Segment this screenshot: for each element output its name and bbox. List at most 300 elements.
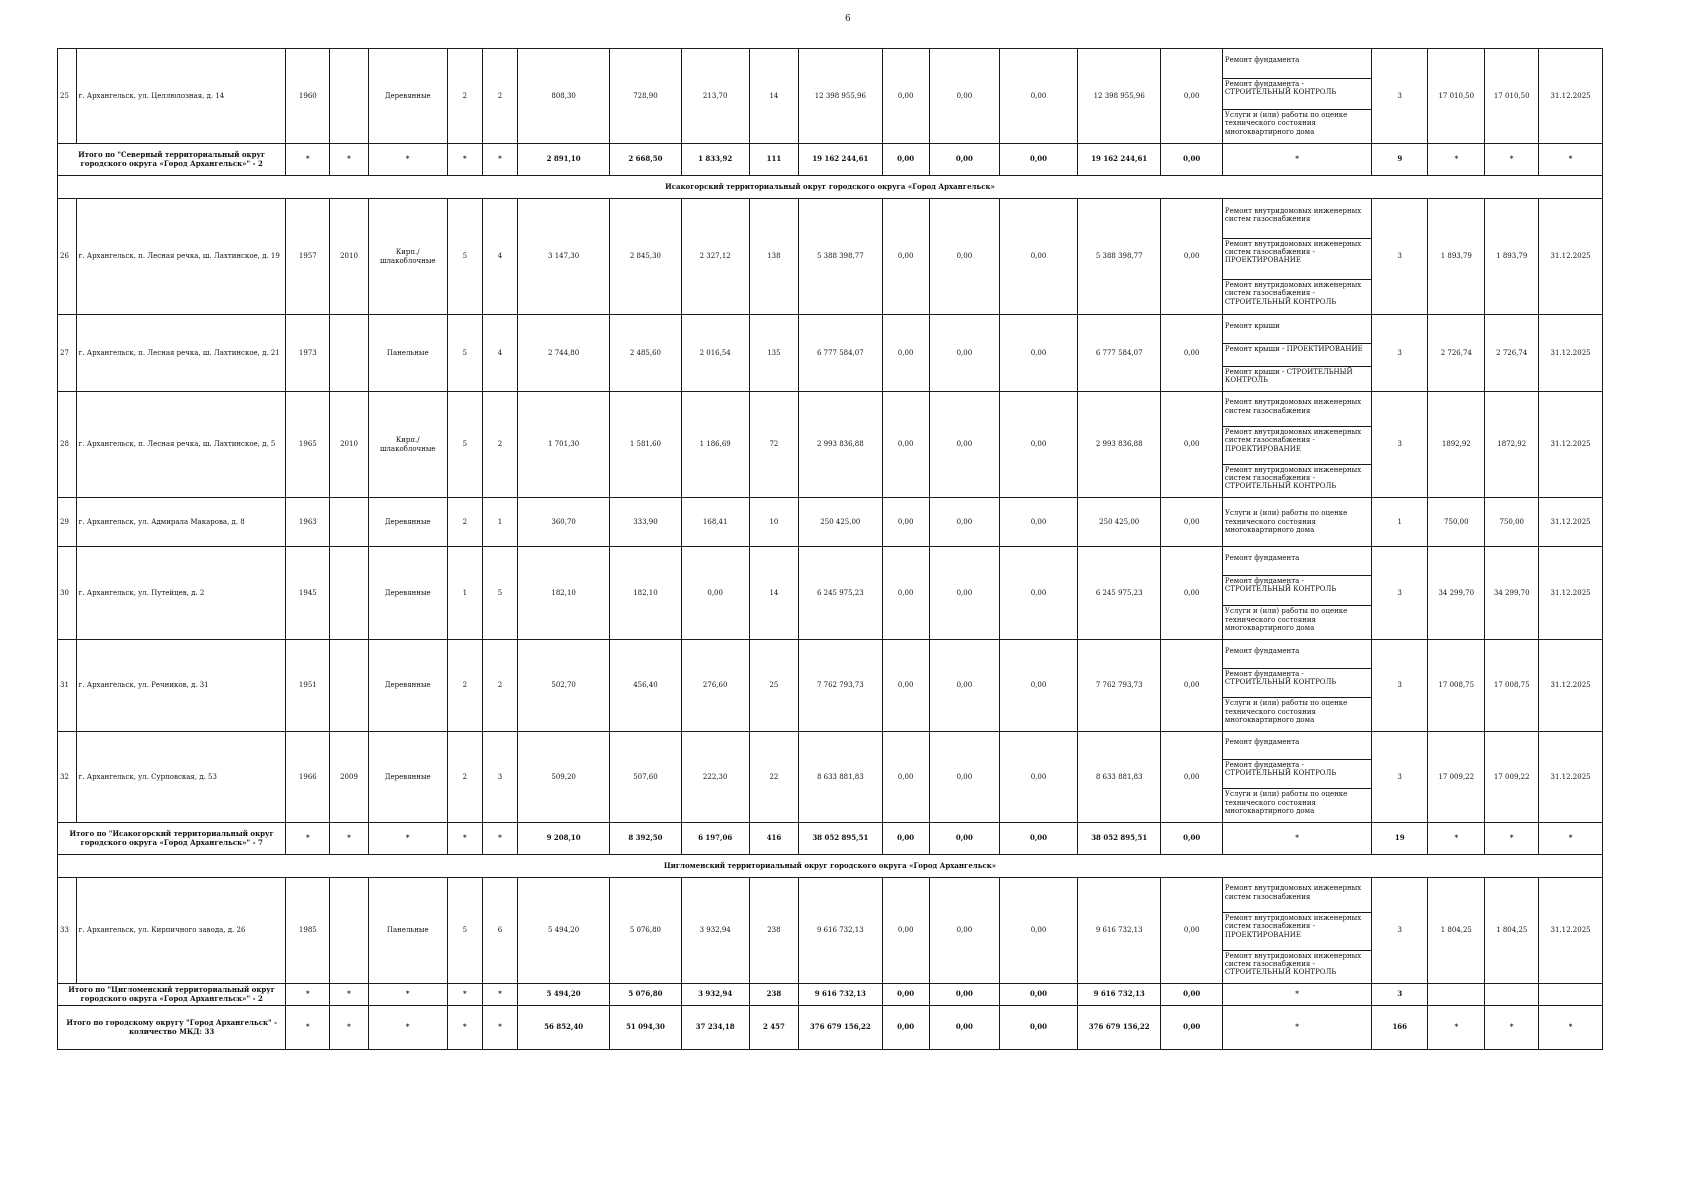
fund-owners: 5 388 398,77 xyxy=(1077,199,1160,315)
work-count: 3 xyxy=(1372,640,1428,732)
row-number: 27 xyxy=(58,315,77,392)
works-list xyxy=(1222,547,1371,640)
deadline: 31.12.2025 xyxy=(1539,547,1603,640)
total-unit-cost xyxy=(1428,984,1485,1006)
unit-cost: 2 726,74 xyxy=(1428,315,1485,392)
limit-cost: 17 010,50 xyxy=(1485,49,1539,144)
total-limit-cost xyxy=(1485,984,1539,1006)
total-cost-total: 38 052 895,51 xyxy=(799,823,882,855)
works-stack xyxy=(1223,548,1371,639)
residents: 72 xyxy=(749,392,798,498)
work-item: Услуги и (или) работы по оценке технического состояния многоквартирного дома xyxy=(1224,509,1348,535)
work-item: Ремонт фундамента xyxy=(1224,56,1300,64)
total-entrances: * xyxy=(482,984,517,1006)
row-number: 30 xyxy=(58,547,77,640)
house-address: г. Архангельск, п. Лесная речка, ш. Лахтинское, д. 21 xyxy=(76,315,286,392)
area-private: 213,70 xyxy=(681,49,749,144)
row-number: 25 xyxy=(58,49,77,144)
table-row xyxy=(58,392,1603,498)
fund-mun: 0,00 xyxy=(1000,732,1078,823)
area-living: 507,60 xyxy=(610,732,681,823)
area-private: 222,30 xyxy=(681,732,749,823)
fund-fed: 0,00 xyxy=(882,498,929,547)
table-row xyxy=(58,547,1603,640)
deadline: 31.12.2025 xyxy=(1539,392,1603,498)
work-count: 3 xyxy=(1372,392,1428,498)
page-number: 6 xyxy=(845,14,851,24)
work-count: 3 xyxy=(1372,732,1428,823)
total-residents: 111 xyxy=(749,144,798,176)
total-fund-fed: 0,00 xyxy=(882,984,929,1006)
total-fund-reg: 0,00 xyxy=(929,823,999,855)
floors: 2 xyxy=(447,49,482,144)
walls: Деревянные xyxy=(368,732,447,823)
residents: 14 xyxy=(749,49,798,144)
fund-other: 0,00 xyxy=(1161,732,1222,823)
work-item: Ремонт фундамента xyxy=(1224,553,1300,562)
fund-owners: 8 633 881,83 xyxy=(1077,732,1160,823)
table-row xyxy=(58,498,1603,547)
house-address: г. Архангельск, ул. Речников, д. 31 xyxy=(76,640,286,732)
total-label: Итого по "Северный территориальный округ городского округа «Город Архангельск»" - 2 xyxy=(58,144,286,176)
walls: Деревянные xyxy=(368,547,447,640)
total-year-built: * xyxy=(286,823,330,855)
fund-mun: 0,00 xyxy=(1000,498,1078,547)
work-item: Услуги и (или) работы по оценке технического состояния многоквартирного дома xyxy=(1223,605,1371,633)
unit-cost: 1 893,79 xyxy=(1428,199,1485,315)
work-item: Ремонт внутридомовых инженерных систем газоснабжения - ПРОЕКТИРОВАНИЕ xyxy=(1223,912,1371,940)
works-stack xyxy=(1223,641,1371,731)
total-residents: 2 457 xyxy=(749,1006,798,1050)
walls: Деревянные xyxy=(368,640,447,732)
fund-fed: 0,00 xyxy=(882,640,929,732)
floors: 2 xyxy=(447,498,482,547)
total-fund-other: 0,00 xyxy=(1161,823,1222,855)
fund-owners: 9 616 732,13 xyxy=(1077,878,1160,984)
cost-total: 2 993 836,88 xyxy=(799,392,882,498)
total-work-count: 3 xyxy=(1372,984,1428,1006)
work-count: 1 xyxy=(1372,498,1428,547)
total-area-total: 9 208,10 xyxy=(518,823,610,855)
works-stack xyxy=(1223,50,1371,143)
total-works: * xyxy=(1222,984,1371,1006)
works-list xyxy=(1222,878,1371,984)
section-title: Исакогорский территориальный округ городского округа «Город Архангельск» xyxy=(58,176,1603,199)
table-row xyxy=(58,732,1603,823)
capital-repair-table xyxy=(57,48,1603,1050)
walls: Панельные xyxy=(368,315,447,392)
row-number: 26 xyxy=(58,199,77,315)
total-walls: * xyxy=(368,984,447,1006)
house-address: г. Архангельск, п. Лесная речка, ш. Лахтинское, д. 5 xyxy=(76,392,286,498)
year-built: 1957 xyxy=(286,199,330,315)
limit-cost: 2 726,74 xyxy=(1485,315,1539,392)
total-fund-mun: 0,00 xyxy=(1000,144,1078,176)
area-private: 0,00 xyxy=(681,547,749,640)
year-built: 1966 xyxy=(286,732,330,823)
entrances: 3 xyxy=(482,732,517,823)
total-area-private: 1 833,92 xyxy=(681,144,749,176)
total-year-renov: * xyxy=(330,1006,368,1050)
row-number: 32 xyxy=(58,732,77,823)
total-floors: * xyxy=(447,144,482,176)
fund-other: 0,00 xyxy=(1161,49,1222,144)
limit-cost: 17 008,75 xyxy=(1485,640,1539,732)
area-total: 502,70 xyxy=(518,640,610,732)
works-list xyxy=(1222,498,1371,547)
fund-fed: 0,00 xyxy=(882,392,929,498)
section-title: Цигломенский территориальный округ городского округа «Город Архангельск» xyxy=(58,855,1603,878)
residents: 22 xyxy=(749,732,798,823)
house-address: г. Архангельск, ул. Путейцев, д. 2 xyxy=(76,547,286,640)
total-entrances: * xyxy=(482,823,517,855)
walls: Деревянные xyxy=(368,49,447,144)
cost-total: 9 616 732,13 xyxy=(799,878,882,984)
fund-mun: 0,00 xyxy=(1000,392,1078,498)
work-item: Ремонт внутридомовых инженерных систем газоснабжения xyxy=(1224,884,1362,901)
fund-reg: 0,00 xyxy=(929,640,999,732)
total-area-living: 2 668,50 xyxy=(610,144,681,176)
total-year-renov: * xyxy=(330,984,368,1006)
fund-fed: 0,00 xyxy=(882,49,929,144)
work-item: Ремонт внутридомовых инженерных систем газоснабжения xyxy=(1224,206,1362,224)
year-renov: 2010 xyxy=(330,199,368,315)
total-area-private: 6 197,06 xyxy=(681,823,749,855)
fund-other: 0,00 xyxy=(1161,878,1222,984)
year-built: 1945 xyxy=(286,547,330,640)
fund-reg: 0,00 xyxy=(929,392,999,498)
year-built: 1951 xyxy=(286,640,330,732)
unit-cost: 17 009,22 xyxy=(1428,732,1485,823)
total-fund-other: 0,00 xyxy=(1161,1006,1222,1050)
total-area-total: 2 891,10 xyxy=(518,144,610,176)
fund-reg: 0,00 xyxy=(929,878,999,984)
entrances: 2 xyxy=(482,640,517,732)
cost-total: 6 245 975,23 xyxy=(799,547,882,640)
area-living: 5 076,80 xyxy=(610,878,681,984)
work-count: 3 xyxy=(1372,878,1428,984)
entrances: 6 xyxy=(482,878,517,984)
total-works: * xyxy=(1222,144,1371,176)
total-row xyxy=(58,1006,1603,1050)
total-work-count: 9 xyxy=(1372,144,1428,176)
year-built: 1960 xyxy=(286,49,330,144)
unit-cost: 17 010,50 xyxy=(1428,49,1485,144)
total-residents: 238 xyxy=(749,984,798,1006)
fund-reg: 0,00 xyxy=(929,315,999,392)
floors: 5 xyxy=(447,199,482,315)
works-list xyxy=(1222,640,1371,732)
walls: Кирп./шлакоблочные xyxy=(368,199,447,315)
cost-total: 8 633 881,83 xyxy=(799,732,882,823)
walls: Деревянные xyxy=(368,498,447,547)
total-floors: * xyxy=(447,823,482,855)
year-built: 1973 xyxy=(286,315,330,392)
works-stack xyxy=(1223,316,1371,391)
fund-owners: 7 762 793,73 xyxy=(1077,640,1160,732)
year-renov: 2009 xyxy=(330,732,368,823)
area-private: 168,41 xyxy=(681,498,749,547)
table-row xyxy=(58,49,1603,144)
total-label: Итого по "Исакогорский территориальный округ городского округа «Город Архангельск»" - 7 xyxy=(58,823,286,855)
house-address: г. Архангельск, ул. Кирпичного завода, д. 26 xyxy=(76,878,286,984)
total-deadline: * xyxy=(1539,1006,1603,1050)
area-total: 2 744,80 xyxy=(518,315,610,392)
house-address: г. Архангельск, ул. Адмирала Макарова, д. 8 xyxy=(76,498,286,547)
deadline: 31.12.2025 xyxy=(1539,878,1603,984)
total-fund-mun: 0,00 xyxy=(1000,984,1078,1006)
year-built: 1963 xyxy=(286,498,330,547)
residents: 10 xyxy=(749,498,798,547)
limit-cost: 1 804,25 xyxy=(1485,878,1539,984)
cost-total: 7 762 793,73 xyxy=(799,640,882,732)
total-unit-cost: * xyxy=(1428,144,1485,176)
total-area-total: 5 494,20 xyxy=(518,984,610,1006)
works-stack xyxy=(1223,733,1371,822)
total-cost-total: 19 162 244,61 xyxy=(799,144,882,176)
total-year-built: * xyxy=(286,144,330,176)
area-total: 182,10 xyxy=(518,547,610,640)
limit-cost: 34 299,70 xyxy=(1485,547,1539,640)
limit-cost: 1 893,79 xyxy=(1485,199,1539,315)
entrances: 2 xyxy=(482,49,517,144)
fund-other: 0,00 xyxy=(1161,547,1222,640)
total-row xyxy=(58,823,1603,855)
area-total: 509,20 xyxy=(518,732,610,823)
total-walls: * xyxy=(368,1006,447,1050)
year-renov xyxy=(330,315,368,392)
total-unit-cost: * xyxy=(1428,823,1485,855)
unit-cost: 17 008,75 xyxy=(1428,640,1485,732)
total-works: * xyxy=(1222,823,1371,855)
total-year-renov: * xyxy=(330,823,368,855)
deadline: 31.12.2025 xyxy=(1539,199,1603,315)
total-fund-owners: 376 679 156,22 xyxy=(1077,1006,1160,1050)
deadline: 31.12.2025 xyxy=(1539,498,1603,547)
residents: 238 xyxy=(749,878,798,984)
deadline: 31.12.2025 xyxy=(1539,640,1603,732)
total-fund-owners: 38 052 895,51 xyxy=(1077,823,1160,855)
works-stack xyxy=(1223,879,1371,983)
year-renov xyxy=(330,547,368,640)
work-count: 3 xyxy=(1372,547,1428,640)
total-label: Итого по городскому округу "Город Архангельск" - количество МКД: 33 xyxy=(58,1006,286,1050)
works-list xyxy=(1222,732,1371,823)
year-renov: 2010 xyxy=(330,392,368,498)
total-walls: * xyxy=(368,823,447,855)
fund-mun: 0,00 xyxy=(1000,49,1078,144)
floors: 2 xyxy=(447,732,482,823)
total-fund-mun: 0,00 xyxy=(1000,1006,1078,1050)
entrances: 2 xyxy=(482,392,517,498)
floors: 1 xyxy=(447,547,482,640)
entrances: 4 xyxy=(482,199,517,315)
work-item: Ремонт внутридомовых инженерных систем газоснабжения - СТРОИТЕЛЬНЫЙ КОНТРОЛЬ xyxy=(1223,279,1371,307)
area-living: 456,40 xyxy=(610,640,681,732)
total-entrances: * xyxy=(482,1006,517,1050)
total-area-private: 37 234,18 xyxy=(681,1006,749,1050)
total-cost-total: 9 616 732,13 xyxy=(799,984,882,1006)
work-item: Ремонт крыши - ПРОЕКТИРОВАНИЕ xyxy=(1223,343,1371,356)
total-fund-fed: 0,00 xyxy=(882,144,929,176)
total-area-living: 5 076,80 xyxy=(610,984,681,1006)
area-living: 2 485,60 xyxy=(610,315,681,392)
total-limit-cost: * xyxy=(1485,823,1539,855)
fund-reg: 0,00 xyxy=(929,199,999,315)
works-list xyxy=(1222,199,1371,315)
floors: 5 xyxy=(447,878,482,984)
floors: 2 xyxy=(447,640,482,732)
total-fund-reg: 0,00 xyxy=(929,144,999,176)
total-area-living: 51 094,30 xyxy=(610,1006,681,1050)
area-living: 1 581,60 xyxy=(610,392,681,498)
section-header-row xyxy=(58,176,1603,199)
total-residents: 416 xyxy=(749,823,798,855)
cost-total: 6 777 584,07 xyxy=(799,315,882,392)
work-count: 3 xyxy=(1372,49,1428,144)
fund-other: 0,00 xyxy=(1161,498,1222,547)
area-private: 2 327,12 xyxy=(681,199,749,315)
residents: 14 xyxy=(749,547,798,640)
total-fund-fed: 0,00 xyxy=(882,1006,929,1050)
cost-total: 5 388 398,77 xyxy=(799,199,882,315)
total-limit-cost: * xyxy=(1485,144,1539,176)
total-year-built: * xyxy=(286,1006,330,1050)
area-living: 2 845,30 xyxy=(610,199,681,315)
cost-total: 250 425,00 xyxy=(799,498,882,547)
table-row xyxy=(58,199,1603,315)
works-stack xyxy=(1223,393,1371,497)
total-work-count: 166 xyxy=(1372,1006,1428,1050)
total-fund-other: 0,00 xyxy=(1161,144,1222,176)
work-item: Ремонт фундамента - СТРОИТЕЛЬНЫЙ КОНТРОЛЬ xyxy=(1223,575,1371,595)
total-fund-reg: 0,00 xyxy=(929,984,999,1006)
area-total: 360,70 xyxy=(518,498,610,547)
area-private: 276,60 xyxy=(681,640,749,732)
walls: Панельные xyxy=(368,878,447,984)
work-item: Услуги и (или) работы по оценке технического состояния многоквартирного дома xyxy=(1223,788,1371,816)
total-year-built: * xyxy=(286,984,330,1006)
area-private: 1 186,69 xyxy=(681,392,749,498)
fund-owners: 2 993 836,88 xyxy=(1077,392,1160,498)
residents: 138 xyxy=(749,199,798,315)
table-row xyxy=(58,315,1603,392)
total-area-total: 56 852,40 xyxy=(518,1006,610,1050)
work-item: Ремонт крыши xyxy=(1224,321,1280,330)
house-address: г. Архангельск, п. Лесная речка, ш. Лахтинское, д. 19 xyxy=(76,199,286,315)
cost-total: 12 398 955,96 xyxy=(799,49,882,144)
unit-cost: 1892,92 xyxy=(1428,392,1485,498)
fund-other: 0,00 xyxy=(1161,315,1222,392)
work-item: Ремонт внутридомовых инженерных систем газоснабжения - ПРОЕКТИРОВАНИЕ xyxy=(1223,426,1371,454)
residents: 25 xyxy=(749,640,798,732)
fund-owners: 6 777 584,07 xyxy=(1077,315,1160,392)
area-private: 2 016,54 xyxy=(681,315,749,392)
area-total: 3 147,30 xyxy=(518,199,610,315)
year-renov xyxy=(330,49,368,144)
entrances: 5 xyxy=(482,547,517,640)
section-header-row xyxy=(58,855,1603,878)
limit-cost: 17 009,22 xyxy=(1485,732,1539,823)
residents: 135 xyxy=(749,315,798,392)
fund-reg: 0,00 xyxy=(929,547,999,640)
total-work-count: 19 xyxy=(1372,823,1428,855)
total-deadline xyxy=(1539,984,1603,1006)
fund-mun: 0,00 xyxy=(1000,878,1078,984)
total-unit-cost: * xyxy=(1428,1006,1485,1050)
unit-cost: 34 299,70 xyxy=(1428,547,1485,640)
fund-reg: 0,00 xyxy=(929,498,999,547)
year-renov xyxy=(330,498,368,547)
total-year-renov: * xyxy=(330,144,368,176)
work-count: 3 xyxy=(1372,199,1428,315)
total-fund-owners: 9 616 732,13 xyxy=(1077,984,1160,1006)
fund-mun: 0,00 xyxy=(1000,547,1078,640)
total-deadline: * xyxy=(1539,144,1603,176)
area-total: 808,30 xyxy=(518,49,610,144)
unit-cost: 750,00 xyxy=(1428,498,1485,547)
work-item: Услуги и (или) работы по оценке технического состояния многоквартирного дома xyxy=(1223,697,1371,725)
year-built: 1985 xyxy=(286,878,330,984)
fund-other: 0,00 xyxy=(1161,640,1222,732)
area-living: 182,10 xyxy=(610,547,681,640)
house-address: г. Архангельск, ул. Сурповская, д. 53 xyxy=(76,732,286,823)
year-built: 1965 xyxy=(286,392,330,498)
work-item: Ремонт крыши - СТРОИТЕЛЬНЫЙ КОНТРОЛЬ xyxy=(1223,366,1371,386)
work-item: Ремонт внутридомовых инженерных систем газоснабжения - СТРОИТЕЛЬНЫЙ КОНТРОЛЬ xyxy=(1223,464,1371,492)
total-fund-owners: 19 162 244,61 xyxy=(1077,144,1160,176)
fund-owners: 250 425,00 xyxy=(1077,498,1160,547)
works-stack xyxy=(1223,200,1371,314)
area-living: 728,90 xyxy=(610,49,681,144)
work-item: Ремонт фундамента - СТРОИТЕЛЬНЫЙ КОНТРОЛЬ xyxy=(1223,759,1371,779)
area-total: 1 701,30 xyxy=(518,392,610,498)
total-row xyxy=(58,144,1603,176)
fund-mun: 0,00 xyxy=(1000,199,1078,315)
limit-cost: 750,00 xyxy=(1485,498,1539,547)
table-row xyxy=(58,878,1603,984)
work-item: Ремонт внутридомовых инженерных систем газоснабжения - СТРОИТЕЛЬНЫЙ КОНТРОЛЬ xyxy=(1223,950,1371,978)
fund-reg: 0,00 xyxy=(929,732,999,823)
total-area-living: 8 392,50 xyxy=(610,823,681,855)
works-list xyxy=(1222,392,1371,498)
area-total: 5 494,20 xyxy=(518,878,610,984)
work-item: Ремонт фундамента - СТРОИТЕЛЬНЫЙ КОНТРОЛЬ xyxy=(1223,78,1371,98)
row-number: 33 xyxy=(58,878,77,984)
fund-fed: 0,00 xyxy=(882,199,929,315)
limit-cost: 1872,92 xyxy=(1485,392,1539,498)
fund-fed: 0,00 xyxy=(882,878,929,984)
total-fund-mun: 0,00 xyxy=(1000,823,1078,855)
row-number: 29 xyxy=(58,498,77,547)
deadline: 31.12.2025 xyxy=(1539,315,1603,392)
fund-owners: 6 245 975,23 xyxy=(1077,547,1160,640)
total-fund-reg: 0,00 xyxy=(929,1006,999,1050)
works-list xyxy=(1222,315,1371,392)
fund-fed: 0,00 xyxy=(882,315,929,392)
area-private: 3 932,94 xyxy=(681,878,749,984)
total-floors: * xyxy=(447,1006,482,1050)
work-item: Ремонт фундамента - СТРОИТЕЛЬНЫЙ КОНТРОЛЬ xyxy=(1223,668,1371,688)
total-label: Итого по "Цигломенский территориальный округ городского округа «Город Архангельск»" - 2 xyxy=(58,984,286,1006)
table-body xyxy=(58,49,1603,1050)
works-stack xyxy=(1223,499,1371,546)
table-row xyxy=(58,640,1603,732)
total-deadline: * xyxy=(1539,823,1603,855)
total-area-private: 3 932,94 xyxy=(681,984,749,1006)
work-item: Ремонт внутридомовых инженерных систем газоснабжения xyxy=(1224,398,1362,415)
deadline: 31.12.2025 xyxy=(1539,49,1603,144)
